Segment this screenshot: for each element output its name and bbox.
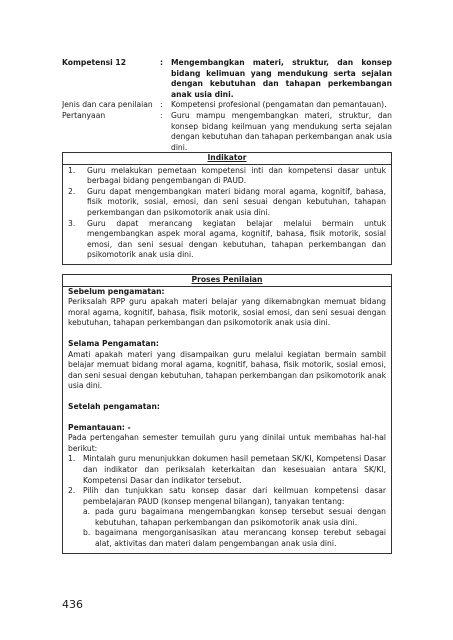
list-subitem <box>68 507 386 528</box>
kompetensi-label: Kompetensi 12 <box>62 58 126 67</box>
item-number: 2. <box>68 486 76 496</box>
indikator-list <box>63 165 391 264</box>
pemantauan-heading: Pemantauan: - <box>68 422 131 432</box>
page-number: 436 <box>62 598 83 611</box>
pemantauan-text: Pada pertengahan semester temuilah guru yang dinilai untuk membahas hal-hal berikut: <box>68 433 386 453</box>
pertanyaan-label: Pertanyaan <box>62 110 106 120</box>
sebelum-text: Periksalah RPP guru apakah materi belajar yang dikemabngkan memuat bidang moral agama, kognitif, bahasa, fisik motorik, sosial emosi, dan seni sesuai dengan kebutuhan, tahapan perkembangan dan psikomotorik anak usia dini. <box>68 297 386 328</box>
kompetensi-value: Mengembangkan materi, struktur, dan konsep bidang kelimuan yang mendukung serta sejalan dengan kebutuhan dan tahapan perkembangan anak usia dini. <box>171 58 392 99</box>
jenis-label: Jenis dan cara penilaian <box>62 100 153 110</box>
pertanyaan-value: Guru mampu mengembangkan materi, struktur, dan konsep bidang keilmuan yang mendukung serta sejalan dengan kebutuhan dan tahapan perkembangan anak usia dini. <box>171 110 392 152</box>
indikator-box <box>62 152 392 265</box>
item-text: Mintalah guru menunjukkan dokumen hasil pemetaan SK/KI, Kompetensi Dasar dan indikator dan periksalah keterkaitan dan kesesuaian antara SK/KI, Kompetensi Dasar dan indikator tersebut. <box>83 454 386 485</box>
colon: : <box>160 58 164 67</box>
item-number: 2. <box>68 186 76 196</box>
setelah-heading: Setelah pengamatan: <box>68 401 160 411</box>
subitem-text: pada guru bagaimana mengembangkan konsep tersebut sesuai dengan kebutuhan, tahapan perkembangan dan psikomotorik anak usia dini. <box>95 507 386 527</box>
list-subitem <box>68 528 386 549</box>
jenis-value: Kompetensi profesional (pengamatan dan pemantauan). <box>171 100 387 110</box>
pertanyaan-row <box>62 111 392 153</box>
subitem-letter: b. <box>83 528 91 538</box>
list-item <box>68 187 386 219</box>
list-item <box>68 486 386 507</box>
list-item <box>68 219 386 261</box>
item-text: Guru dapat mengembangkan materi bidang moral agama, kognitif, bahasa, fisik motorik, sosial, emosi, dan seni sesuai dengan kebutuhan, tahapan perkembangan dan psikomotorik anak usia dini. <box>87 186 386 217</box>
selama-heading: Selama Pengamatan: <box>68 338 159 348</box>
subitem-text: bagaimana mengorganisasikan atau merancang konsep terebut sebagai alat, aktivitas dan materi dalam pengembangan anak usia dini. <box>95 528 386 549</box>
item-number: 1. <box>68 454 76 464</box>
proses-content <box>63 287 391 553</box>
colon: : <box>160 100 163 110</box>
colon: : <box>160 110 163 120</box>
proses-title: Proses Penilaian <box>63 275 391 287</box>
item-text: Guru melakukan pemetaan kompetensi inti dan kompetensi dasar untuk berbagai bidang pengembangan di PAUD. <box>87 165 386 186</box>
item-number: 3. <box>68 218 76 228</box>
sebelum-heading: Sebelum pengamatan: <box>68 286 165 296</box>
item-text: Guru dapat merancang kegiatan belajar melalui bermain untuk mengembangkan aspek moral agama, kognitif, bahasa, fisik motorik, sosial emosi, dan seni sesuai dengan kebutuhan, tahapan perkembangan dan psikomotorik anak usia dini. <box>87 218 386 260</box>
proses-box <box>62 274 392 554</box>
list-item <box>68 166 386 187</box>
item-text: Pilih dan tunjukkan satu konsep dasar dari keilmuan kompetensi dasar pembelajaran PAUD (konsep mengenal bilangan), tanyakan tentang: <box>83 486 386 506</box>
indikator-title: Indikator <box>63 153 391 165</box>
selama-text: Amati apakah materi yang disampaikan guru melalui kegiatan bermain sambil belajar memuat bidang moral agama, kognitif, bahasa, fisik motorik, sosial emosi, dan seni sesuai dengan kebutuhan, tahapan perkembangan dan psikomotorik anak usia dini. <box>68 349 386 391</box>
subitem-letter: a. <box>83 507 91 517</box>
competency-header <box>62 58 392 153</box>
kompetensi-row <box>62 58 392 100</box>
item-number: 1. <box>68 165 76 175</box>
jenis-row <box>62 100 392 111</box>
list-item <box>68 454 386 486</box>
